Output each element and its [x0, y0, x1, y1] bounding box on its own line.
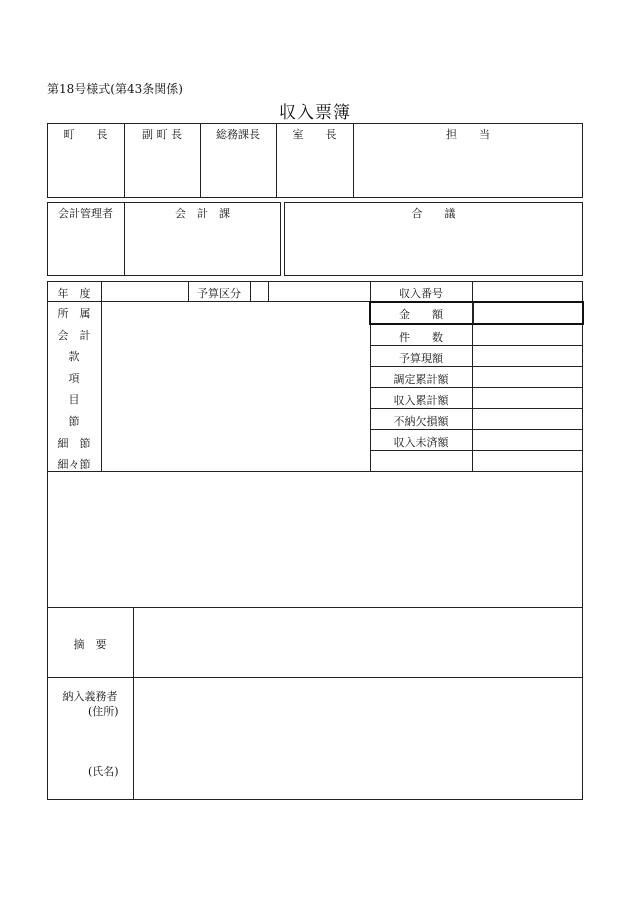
budget-current-label: 予算現額	[399, 352, 443, 365]
accounting-label: 会 計	[57, 329, 91, 342]
fiscal-year-label: 年 度	[57, 287, 91, 300]
kou-label: 項	[68, 372, 80, 385]
moku-label: 目	[68, 393, 80, 406]
received-total-label: 収入累計額	[393, 394, 449, 407]
deputy-mayor-label: 副 町 長	[142, 128, 182, 141]
person-in-charge-label: 担 当	[446, 128, 490, 141]
accounting-section-label: 会 計 課	[175, 207, 230, 220]
payer-address-label: (住所)	[88, 705, 119, 718]
payer-label: 納入義務者	[62, 690, 118, 703]
amount-label: 金 額	[399, 308, 443, 321]
assessed-total-label: 調定累計額	[393, 373, 449, 386]
page-title: 収入票簿	[279, 103, 351, 123]
affiliation-label: 所 属	[57, 307, 91, 320]
uncollected-label: 収入未済額	[393, 436, 449, 449]
general-affairs-chief-label: 総務課長	[216, 128, 260, 141]
setsu-label: 節	[68, 415, 80, 428]
uncollectible-label: 不納欠損額	[393, 415, 449, 428]
office-chief-label: 室 長	[292, 128, 337, 141]
consultation-label: 合 議	[411, 207, 456, 220]
accounting-manager-label: 会計管理者	[58, 207, 113, 220]
budget-division-label: 予算区分	[197, 287, 241, 300]
form-number: 第18号様式(第43条関係)	[47, 82, 183, 96]
receipt-number-label: 収入番号	[399, 287, 443, 300]
mayor-label: 町 長	[63, 128, 108, 141]
saisetsu-label: 細 節	[57, 437, 91, 450]
count-label: 件 数	[399, 331, 443, 344]
saisaisetsu-label: 細々節	[57, 458, 91, 471]
payer-name-label: (氏名)	[88, 765, 119, 778]
kan-label: 款	[68, 350, 80, 363]
summary-label: 摘 要	[73, 638, 107, 651]
